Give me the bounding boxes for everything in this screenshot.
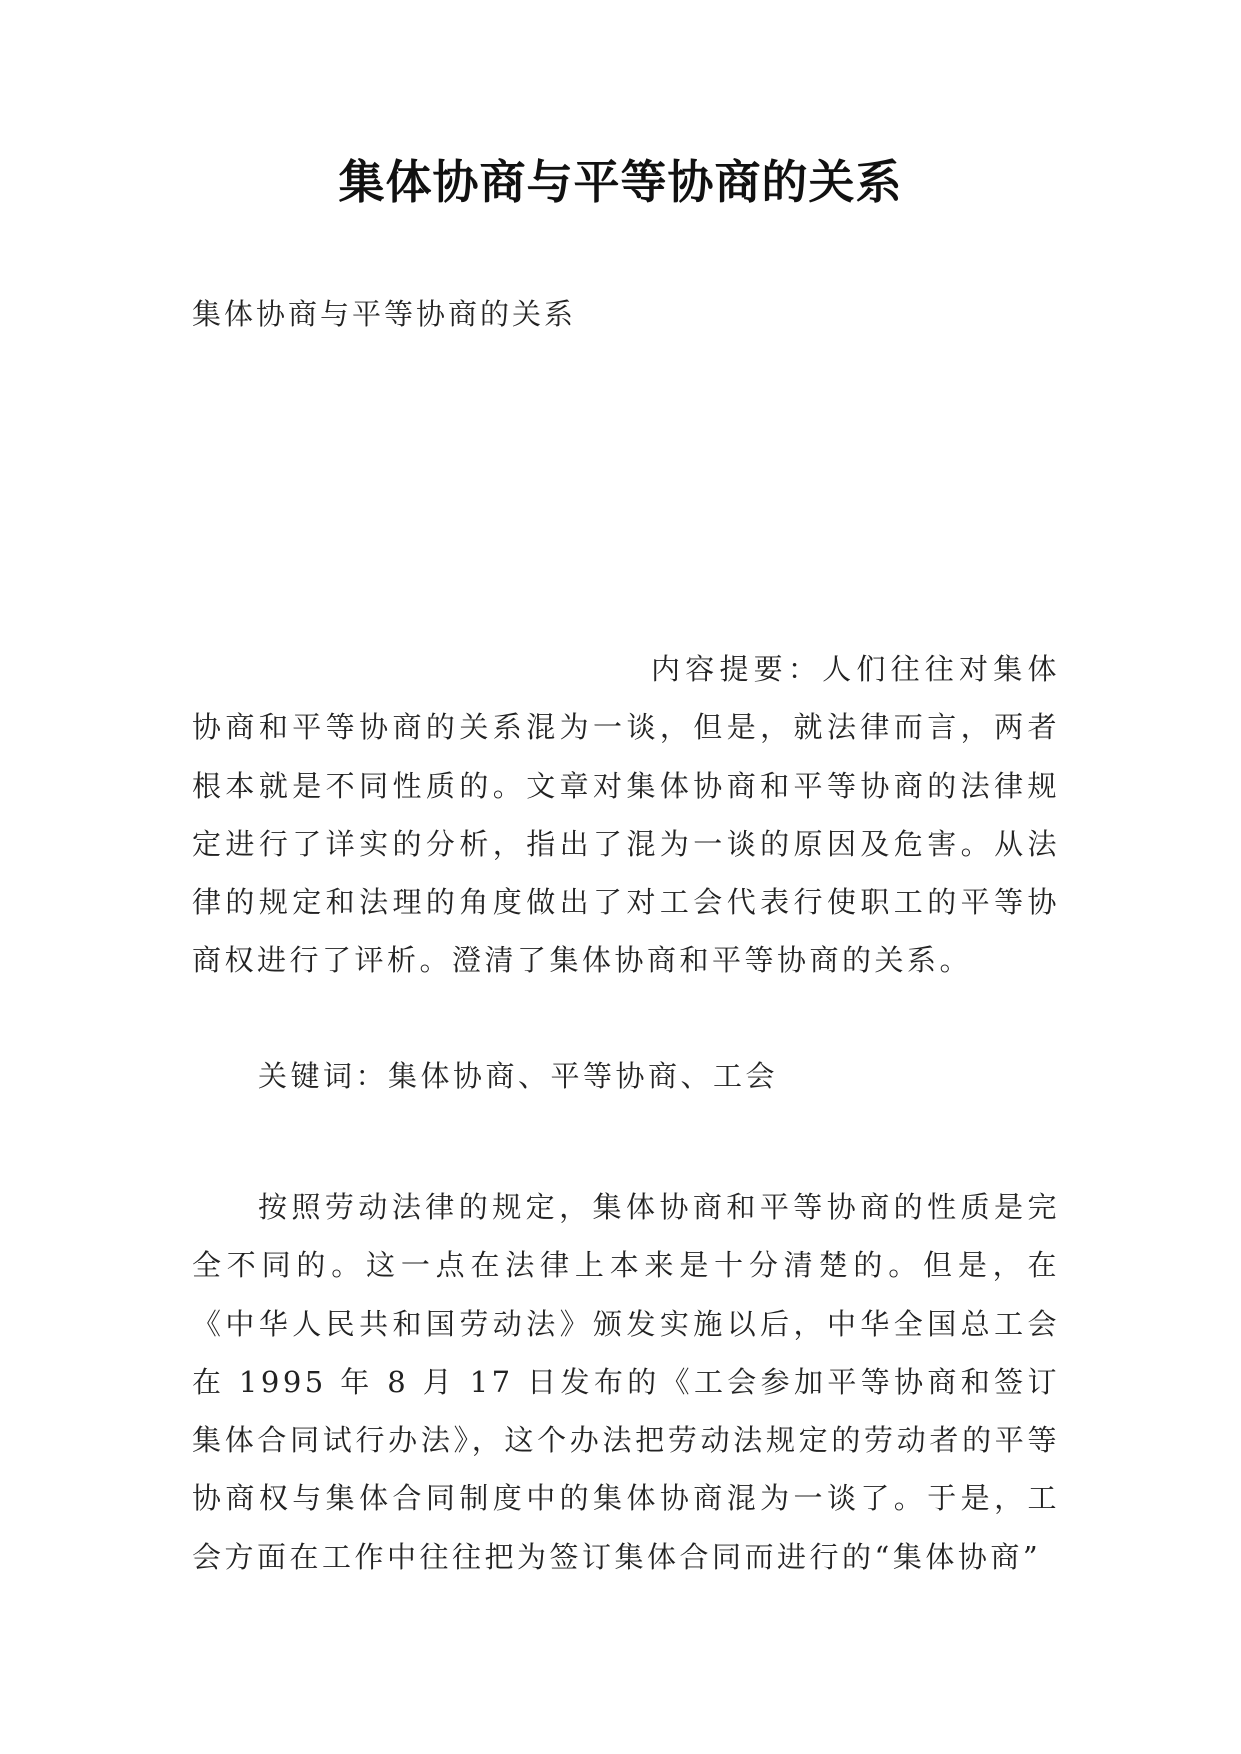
body-paragraph: 按照劳动法律的规定，集体协商和平等协商的性质是完全不同的。这一点在法律上本来是十分清楚的。但是，在《中华人民共和国劳动法》颁发实施以后，中华全国总工会在 1995 年 8 月 17 日发布的《工会参加平等协商和签订集体合同试行办法》，这个办法把劳动法规定的劳动者的平等协商权与集体合同制度中的集体协商混为一谈了。于是，工会方面在工作中往往把为签订集体合同而进行的“集体协商”	[192, 1190, 1060, 1574]
keywords-line: 关键词：集体协商、平等协商、工会	[258, 1059, 779, 1093]
document-title: 集体协商与平等协商的关系	[338, 155, 903, 209]
document-subtitle: 集体协商与平等协商的关系	[192, 297, 577, 331]
abstract-paragraph: 内容提要：人们往往对集体协商和平等协商的关系混为一谈，但是，就法律而言，两者根本就是不同性质的。文章对集体协商和平等协商的法律规定进行了详实的分析，指出了混为一谈的原因及危害。从法律的规定和法理的角度做出了对工会代表行使职工的平等协商权进行了评析。澄清了集体协商和平等协商的关系。	[192, 652, 1060, 978]
